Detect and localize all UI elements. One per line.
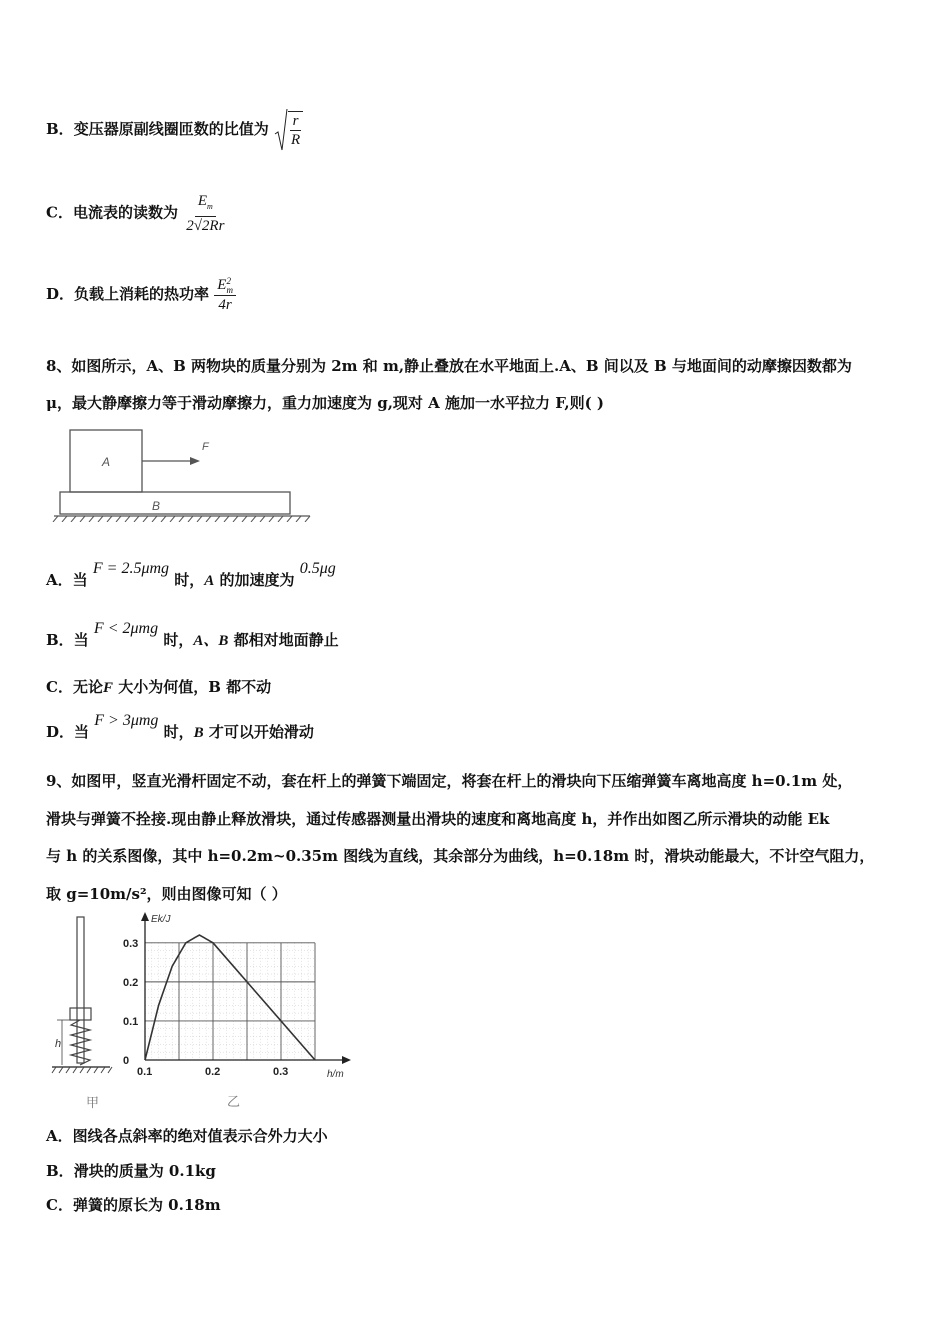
option-label: A． [46,1127,73,1145]
figure-caption-yi: 乙 [227,1094,241,1109]
hatch-mark [107,516,112,522]
option-text: 变压器原副线圈匝数的比值为 [73,120,269,138]
fraction-denominator: 4r [218,296,232,313]
option-text: 负载上消耗的热功率 [74,284,210,303]
block-b-label: B [152,499,161,513]
q9-option-c [46,1194,221,1215]
option-var: F [102,680,113,696]
q9-option-a [46,1125,328,1146]
numerator-sub: m [207,202,213,211]
q8-blocks-figure [52,428,314,522]
radical-sign [274,108,288,152]
block-a-label: A [102,455,111,469]
hatch-mark [224,516,229,522]
hatch-mark [170,516,175,522]
option-text: 弹簧的原长为 0.18m [72,1196,221,1214]
option-label: D． [46,284,75,303]
hatch-mark [215,516,220,522]
q9-stem-line4: 取 g=10m/s²，则由图像可知（ ） [46,885,287,903]
hatch-mark [242,516,247,522]
option-label: A．当 [46,571,88,589]
q7-option-c [46,192,227,235]
q9-option-b [46,1160,216,1181]
formula: F = 2.5μmg [92,560,170,577]
option-text: 电流表的读数为 [72,203,178,222]
hatch-mark [287,516,292,522]
x-tick-label: 0.2 [205,1066,221,1078]
numerator-var: E [197,193,208,209]
option-after: 时， [174,571,205,589]
q8-option-d [46,712,314,742]
y-tick-label: 0.2 [123,976,139,989]
q9-stem-line3: 与 h 的关系图像，其中 h=0.2m~0.35m 图线为直线，其余部分为曲线，h=0.18m 时，滑块动能最大，不计空气阻力， [46,847,875,865]
option-tail: 才可以开始滑动 [203,723,314,741]
option-var: A [204,573,215,589]
block-b [60,492,290,514]
formula: F < 2μmg [93,620,159,637]
option-tail: 都相对地面静止 [228,631,339,649]
plot-area [145,943,315,1060]
formula: F > 3μmg [94,712,159,729]
y-tick-label: 0.3 [123,937,139,950]
q7-option-b [46,108,303,152]
hatch-mark [62,516,67,522]
fraction-denominator: R [290,132,301,148]
y-tick-label: 0.1 [123,1015,139,1028]
fraction-formula [214,276,236,314]
option-label: C． [46,1196,73,1214]
hatch-mark [251,516,256,522]
fraction-numerator: r [290,112,302,131]
x-axis-label: h/m [327,1069,344,1080]
option-after: 时， [163,631,194,649]
arrow-head [190,457,200,465]
numerator-var: E [217,277,227,293]
hatch-mark [89,516,94,522]
option-label: C． [46,203,73,222]
q8-option-a [46,560,336,590]
hatch-mark [143,516,148,522]
numerator-sub: m [226,284,233,295]
hatch-mark [179,516,184,522]
sqrt-formula [274,108,303,152]
q9-chart-yi [112,910,362,1115]
hatch-mark [188,516,193,522]
numerator-sup: 2 [226,275,231,286]
height-label: h [55,1038,62,1050]
figure-caption-jia: 甲 [86,1095,100,1110]
hatch-mark [206,516,211,522]
x-tick-label: 0.1 [137,1066,153,1078]
option-text: 图线各点斜率的绝对值表示合外力大小 [72,1127,328,1145]
fraction-formula [183,192,227,235]
q9-figure-jia [50,915,120,1115]
q8-stem-line2: μ，最大静摩擦力等于滑动摩擦力，重力加速度为 g,现对 A 施加一水平拉力 F,则( ) [46,394,604,412]
hatch-mark [53,516,58,522]
option-label: B． [46,1162,74,1180]
x-axis-arrow [342,1056,351,1064]
hatch-mark [71,516,76,522]
q8-stem-line1: 8、如图所示，A、B 两物块的质量分别为 2m 和 m,静止叠放在水平地面上.A、B 间以及 B 与地面间的动摩擦因数都为 [46,357,852,375]
spring [71,1020,90,1065]
option-tail: 的加速度为 [214,571,295,589]
ground-hatching [53,516,310,522]
hatch-mark [80,516,85,522]
hatch-mark [161,516,166,522]
x-tick-label: 0.3 [273,1066,289,1078]
option-label: B．当 [46,631,89,649]
hatch-mark [269,516,274,522]
force-label: F [202,441,209,453]
hatch-mark [134,516,139,522]
y-axis-label: Ek/J [151,914,171,925]
option-label: C．无论 [46,678,103,696]
option-tail: 大小为何值，B 都不动 [112,678,272,696]
hatch-mark [233,516,238,522]
option-text: 滑块的质量为 0.1kg [73,1162,216,1180]
hatch-mark [305,516,310,522]
option-var: A、B [193,633,229,649]
slider-block [70,1008,91,1020]
option-after: 时， [163,723,194,741]
y-tick-label: 0 [123,1055,130,1067]
hatch-mark [116,516,121,522]
q8-option-b [46,620,339,650]
option-label: B． [46,120,74,138]
formula-2: 0.5μg [299,560,336,577]
q9-stem-line1: 9、如图甲，竖直光滑杆固定不动，套在杆上的弹簧下端固定，将套在杆上的滑块向下压缩弹簧车离地高度 h=0.1m 处， [46,772,853,790]
hatch-mark [260,516,265,522]
y-axis-arrow [141,912,149,921]
hatch-mark [98,516,103,522]
q9-stem-line2: 滑块与弹簧不拴接.现由静止释放滑块，通过传感器测量出滑块的速度和离地高度 h，并作出如图乙所示滑块的动能 Ek [46,810,830,828]
q8-option-c [46,676,271,697]
hatch-mark [125,516,130,522]
option-var: B [193,725,204,741]
hatch-mark [197,516,202,522]
fraction-denominator: 2√2Rr [186,218,225,234]
rod [77,917,84,1063]
hatch-mark [296,516,301,522]
ground-hatching [52,1067,112,1073]
q7-option-d [46,276,236,314]
option-label: D．当 [46,723,90,741]
hatch-mark [152,516,157,522]
hatch-mark [278,516,283,522]
